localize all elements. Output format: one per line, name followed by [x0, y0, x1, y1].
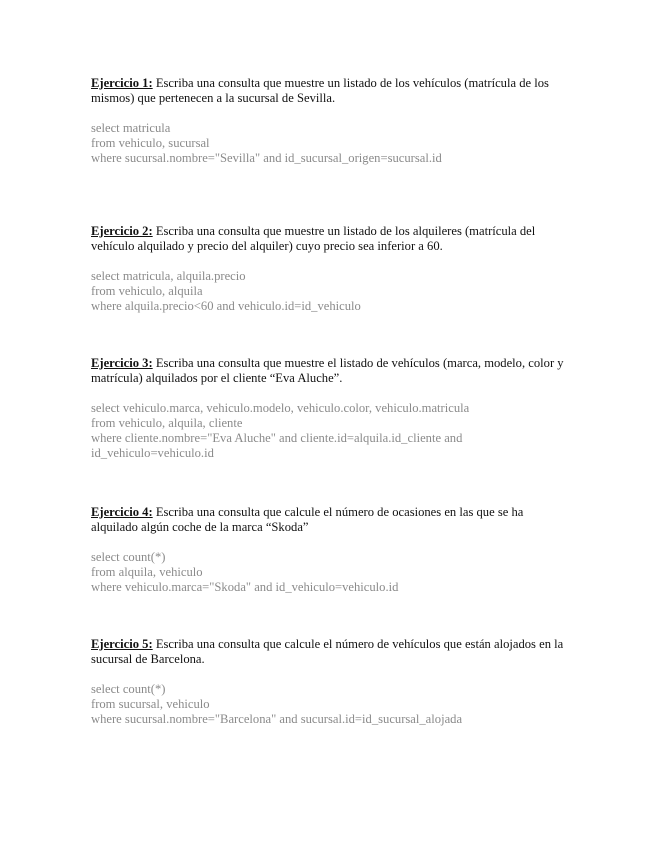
- exercise-2-title: Ejercicio 2:: [91, 224, 153, 238]
- exercise-5: [91, 637, 569, 727]
- query-line: where sucursal.nombre="Barcelona" and sucursal.id=id_sucursal_alojada: [91, 712, 463, 726]
- query-line: select matricula: [91, 121, 171, 135]
- exercise-3-text: Escriba una consulta que muestre el listado de vehículos (marca, modelo, color y matrícula) alquilados por el cliente “Eva Aluche”.: [91, 356, 564, 385]
- exercise-2-query: [91, 269, 569, 314]
- exercise-1-title: Ejercicio 1:: [91, 76, 153, 90]
- exercise-4-title: Ejercicio 4:: [91, 505, 153, 519]
- exercise-5-statement: [91, 637, 569, 667]
- query-line: id_vehiculo=vehiculo.id: [91, 446, 214, 460]
- query-line: from sucursal, vehiculo: [91, 697, 210, 711]
- exercise-5-title: Ejercicio 5:: [91, 637, 153, 651]
- exercise-5-query: [91, 682, 569, 727]
- exercise-4-text: Escriba una consulta que calcule el número de ocasiones en las que se ha alquilado algún coche de la marca “Skoda”: [91, 505, 524, 534]
- exercise-1-text: Escriba una consulta que muestre un listado de los vehículos (matrícula de los mismos) que pertenecen a la sucursal de Sevilla.: [91, 76, 549, 105]
- query-line: where sucursal.nombre="Sevilla" and id_sucursal_origen=sucursal.id: [91, 151, 442, 165]
- exercise-3: [91, 356, 569, 461]
- query-line: select count(*): [91, 682, 166, 696]
- exercise-5-text: Escriba una consulta que calcule el número de vehículos que están alojados en la sucursal de Barcelona.: [91, 637, 564, 666]
- query-line: from vehiculo, alquila, cliente: [91, 416, 243, 430]
- exercise-2: [91, 224, 569, 314]
- exercise-4-query: [91, 550, 569, 595]
- query-line: select vehiculo.marca, vehiculo.modelo, vehiculo.color, vehiculo.matricula: [91, 401, 470, 415]
- exercise-1-statement: [91, 76, 569, 106]
- query-line: where vehiculo.marca="Skoda" and id_vehiculo=vehiculo.id: [91, 580, 399, 594]
- query-line: where cliente.nombre="Eva Aluche" and cliente.id=alquila.id_cliente and: [91, 431, 463, 445]
- exercise-4: [91, 505, 569, 595]
- exercise-2-statement: [91, 224, 569, 254]
- exercise-1: [91, 76, 569, 166]
- query-line: from vehiculo, alquila: [91, 284, 203, 298]
- query-line: select count(*): [91, 550, 166, 564]
- query-line: where alquila.precio<60 and vehiculo.id=id_vehiculo: [91, 299, 361, 313]
- query-line: select matricula, alquila.precio: [91, 269, 246, 283]
- exercise-1-query: [91, 121, 569, 166]
- exercise-3-statement: [91, 356, 569, 386]
- query-line: from vehiculo, sucursal: [91, 136, 210, 150]
- exercise-2-text: Escriba una consulta que muestre un listado de los alquileres (matrícula del vehículo alquilado y precio del alquiler) cuyo precio sea inferior a 60.: [91, 224, 536, 253]
- exercise-3-query: [91, 401, 569, 461]
- exercise-4-statement: [91, 505, 569, 535]
- exercise-3-title: Ejercicio 3:: [91, 356, 153, 370]
- query-line: from alquila, vehiculo: [91, 565, 203, 579]
